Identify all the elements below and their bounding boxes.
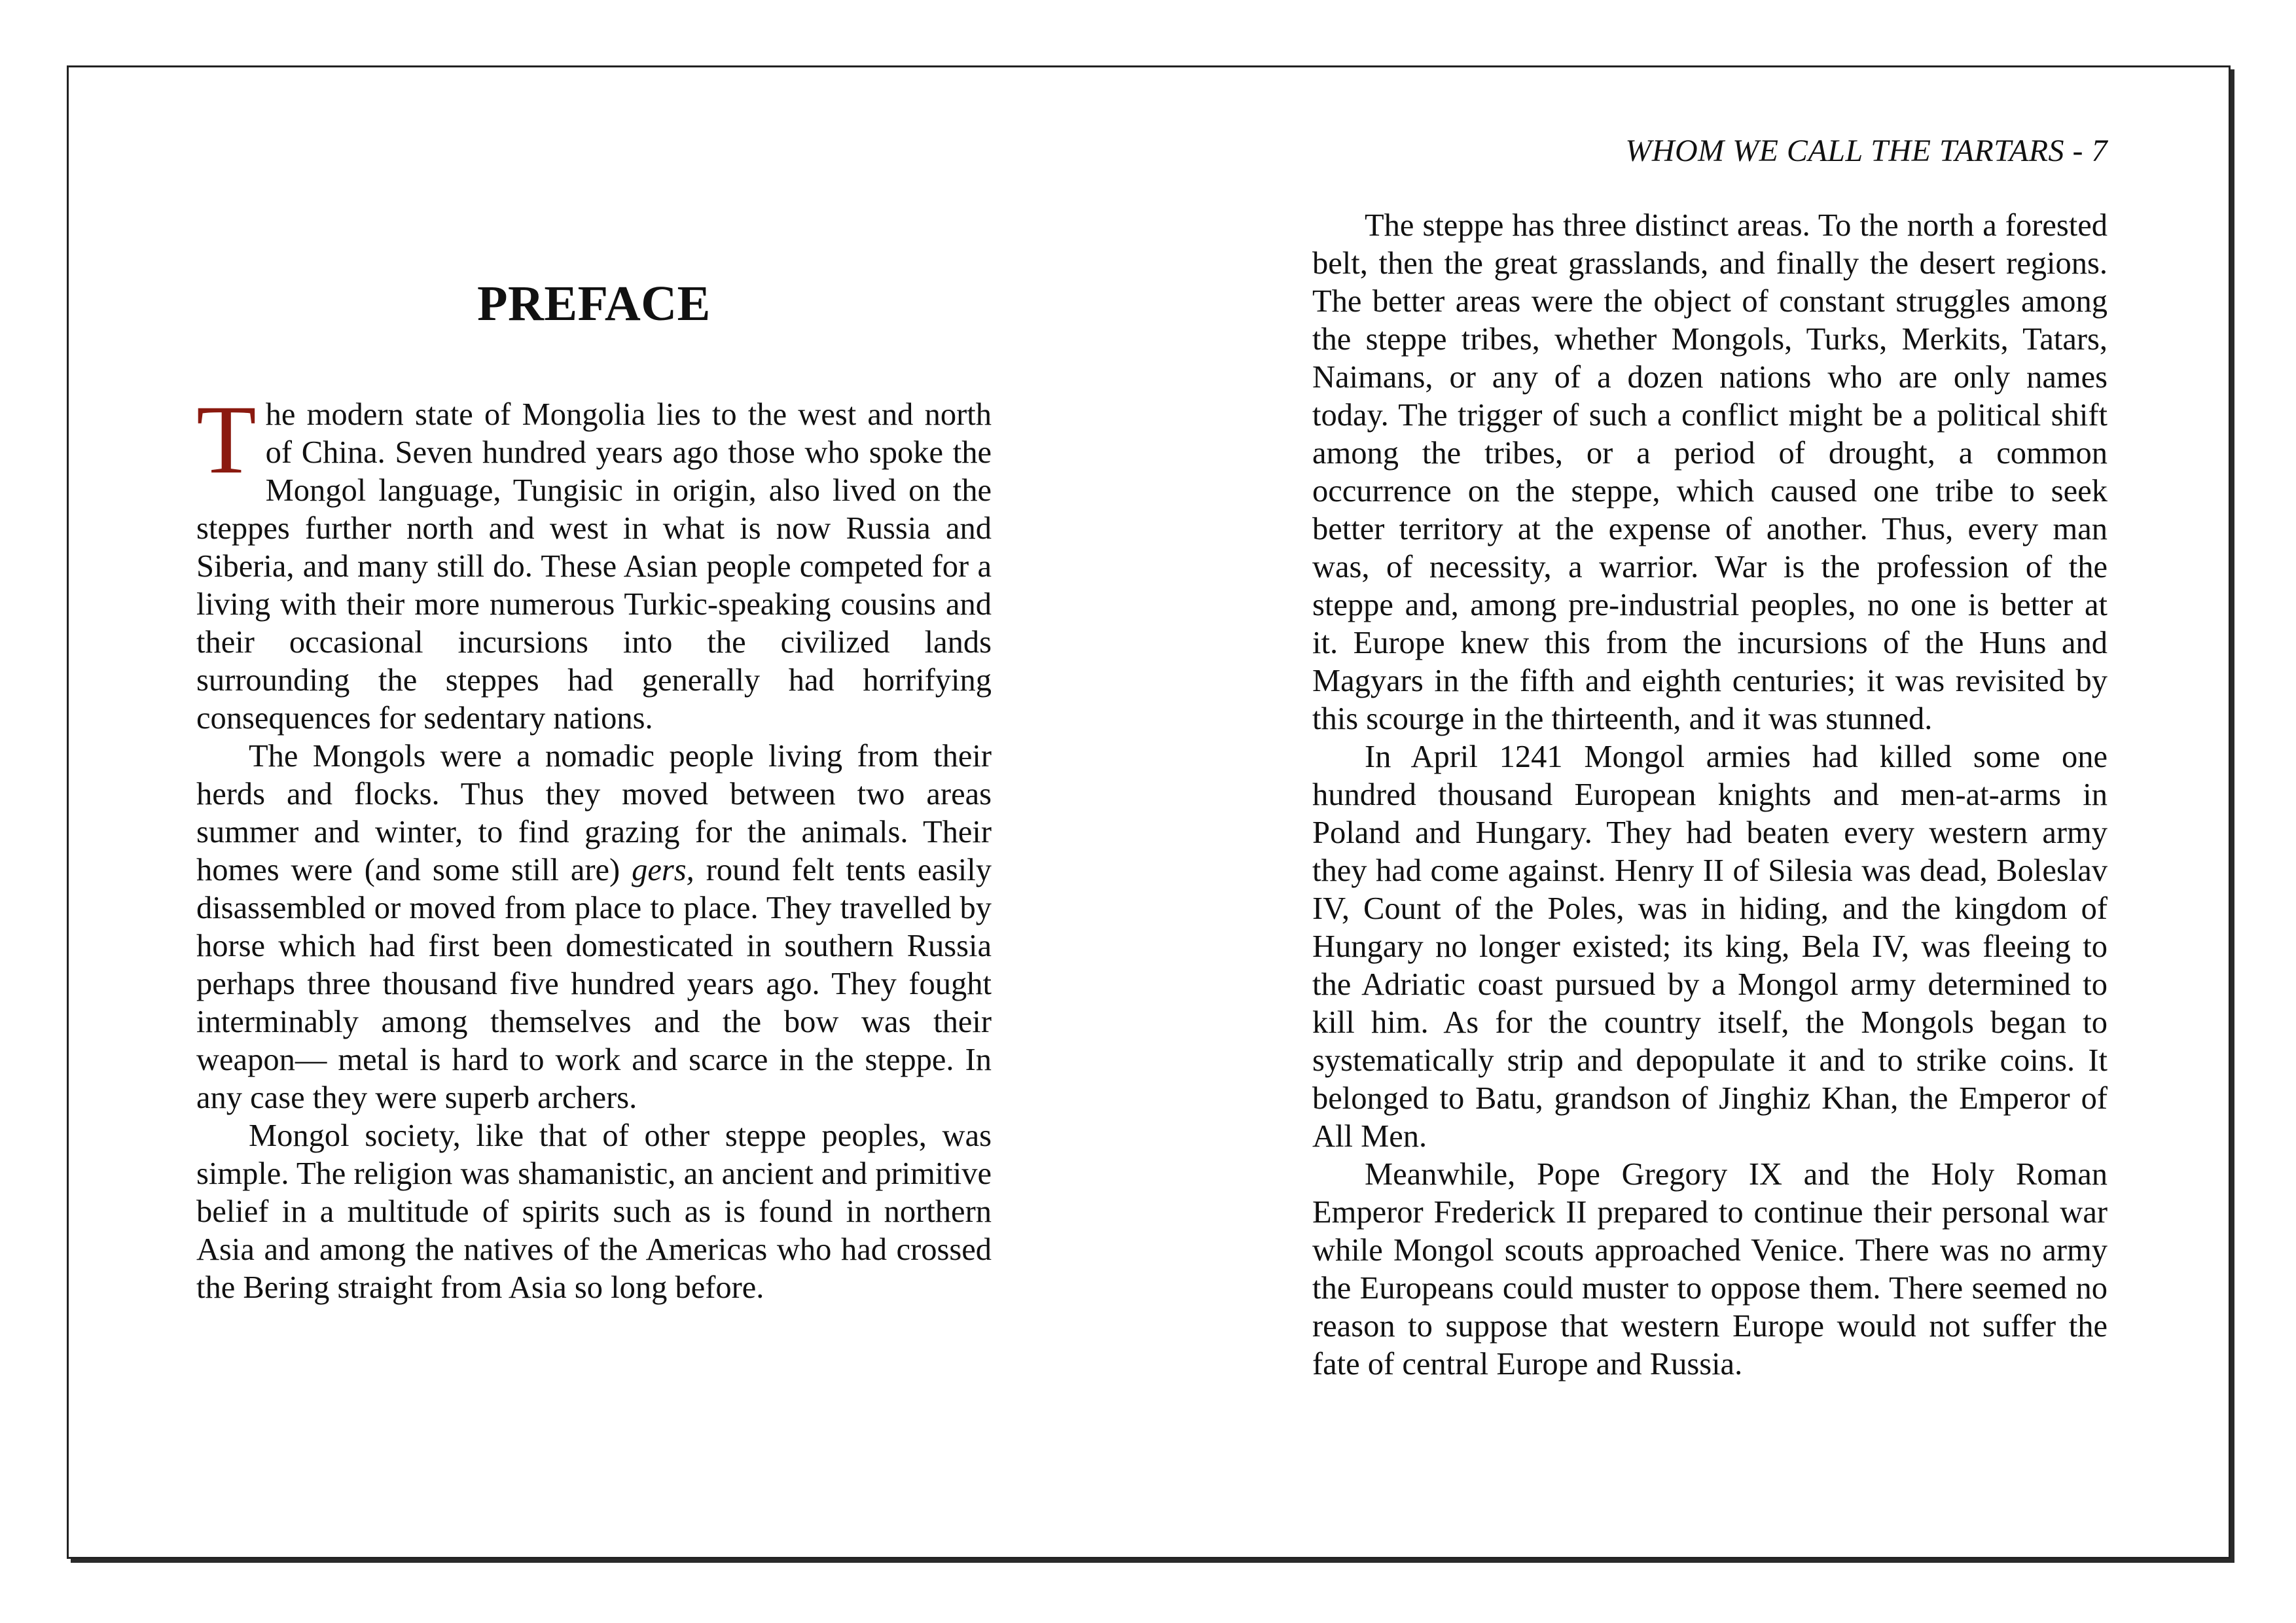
chapter-title: PREFACE [477,276,711,331]
paragraph-text: Mongol society, like that of other steppe peoples, was simple. The religion was shamanistic, an ancient and primitive belief in a multitude of spirits such as is found in northern Asia and among the natives of the Americas who had crossed the Bering straight from Asia so long before. [196,1118,992,1305]
paragraph [196,385,992,738]
paragraph [196,738,992,1117]
paragraph-text: Meanwhile, Pope Gregory IX and the Holy Roman Emperor Frederick II prepared to continue their personal war while Mongol scouts approached Venice. There was no army the Europeans could muster to oppose them. There seemed no reason to suppose that western Europe would not suffer the fate of central Europe and Russia. [1312,1157,2108,1382]
drop-cap: T [196,385,257,494]
left-page-body [196,385,992,1307]
paragraph [1312,207,2108,738]
paragraph-text: The steppe has three distinct areas. To the north a forested belt, then the great grasslands, and finally the desert regions. The better areas were the object of constant struggles among the steppe tribes, whether Mongols, Turks, Merkits, Tatars, Naimans, or any of a dozen nations who are only names today. The trigger of such a conflict might be a political shift among the tribes, or a period of drought, a common occurrence on the steppe, which caused one tribe to seek better territory at the expense of another. Thus, every man was, of necessity, a warrior. War is the profession of the steppe and, among pre-industrial peoples, no one is better at it. Europe knew this from the incursions of the Huns and Magyars in the fifth and eighth centuries; it was revisited by this scourge in the thirteenth, and it was stunned. [1312,208,2108,736]
paragraph [1312,1156,2108,1383]
paragraph-text: he modern state of Mongolia lies to the west and north of China. Seven hundred years ago those who spoke the Mongol language, Tungisic in origin, also lived on the steppes further north and west in what is now Russia and Siberia, and many still do. These Asian people competed for a living with their more numerous Turkic-speaking cousins and their occasional incursions into the civilized lands surrounding the steppes had generally had horrifying consequences for sedentary nations. [196,397,992,736]
right-page-body [1312,207,2108,1383]
right-page [1312,67,2108,1557]
paragraph-text: round felt tents easily disassembled or moved from place to place. They travelled by horse which had first been domesticated in southern Russia perhaps three thousand five hundred years ago. They fought interminably among themselves and the bow was their weapon— metal is hard to work and scarce in the steppe. In any case they were superb archers. [196,853,992,1115]
paragraph [1312,738,2108,1156]
book-spread [67,65,2231,1559]
running-head: WHOM WE CALL THE TARTARS - 7 [1625,134,2108,168]
paragraph [196,1117,992,1307]
left-page [196,67,992,1557]
paragraph-text: In April 1241 Mongol armies had killed some one hundred thousand European knights and men-at-arms in Poland and Hungary. They had beaten every western army they had come against. Henry II of Silesia was dead, Boleslav IV, Count of the Poles, was in hiding, and the kingdom of Hungary no longer existed; its king, Bela IV, was fleeing to the Adriatic coast pursued by a Mongol army determined to kill him. As for the country itself, the Mongols began to systematically strip and depopulate it and to strike coins. It belonged to Batu, grandson of Jinghiz Khan, the Emperor of All Men. [1312,740,2108,1154]
italic-term: gers, [632,853,694,887]
paragraph-text: The Mongols were a nomadic people living from their herds and flocks. Thus they moved between two areas summer and winter, to find grazing for the animals. Their homes were (and some still are) [196,739,992,887]
